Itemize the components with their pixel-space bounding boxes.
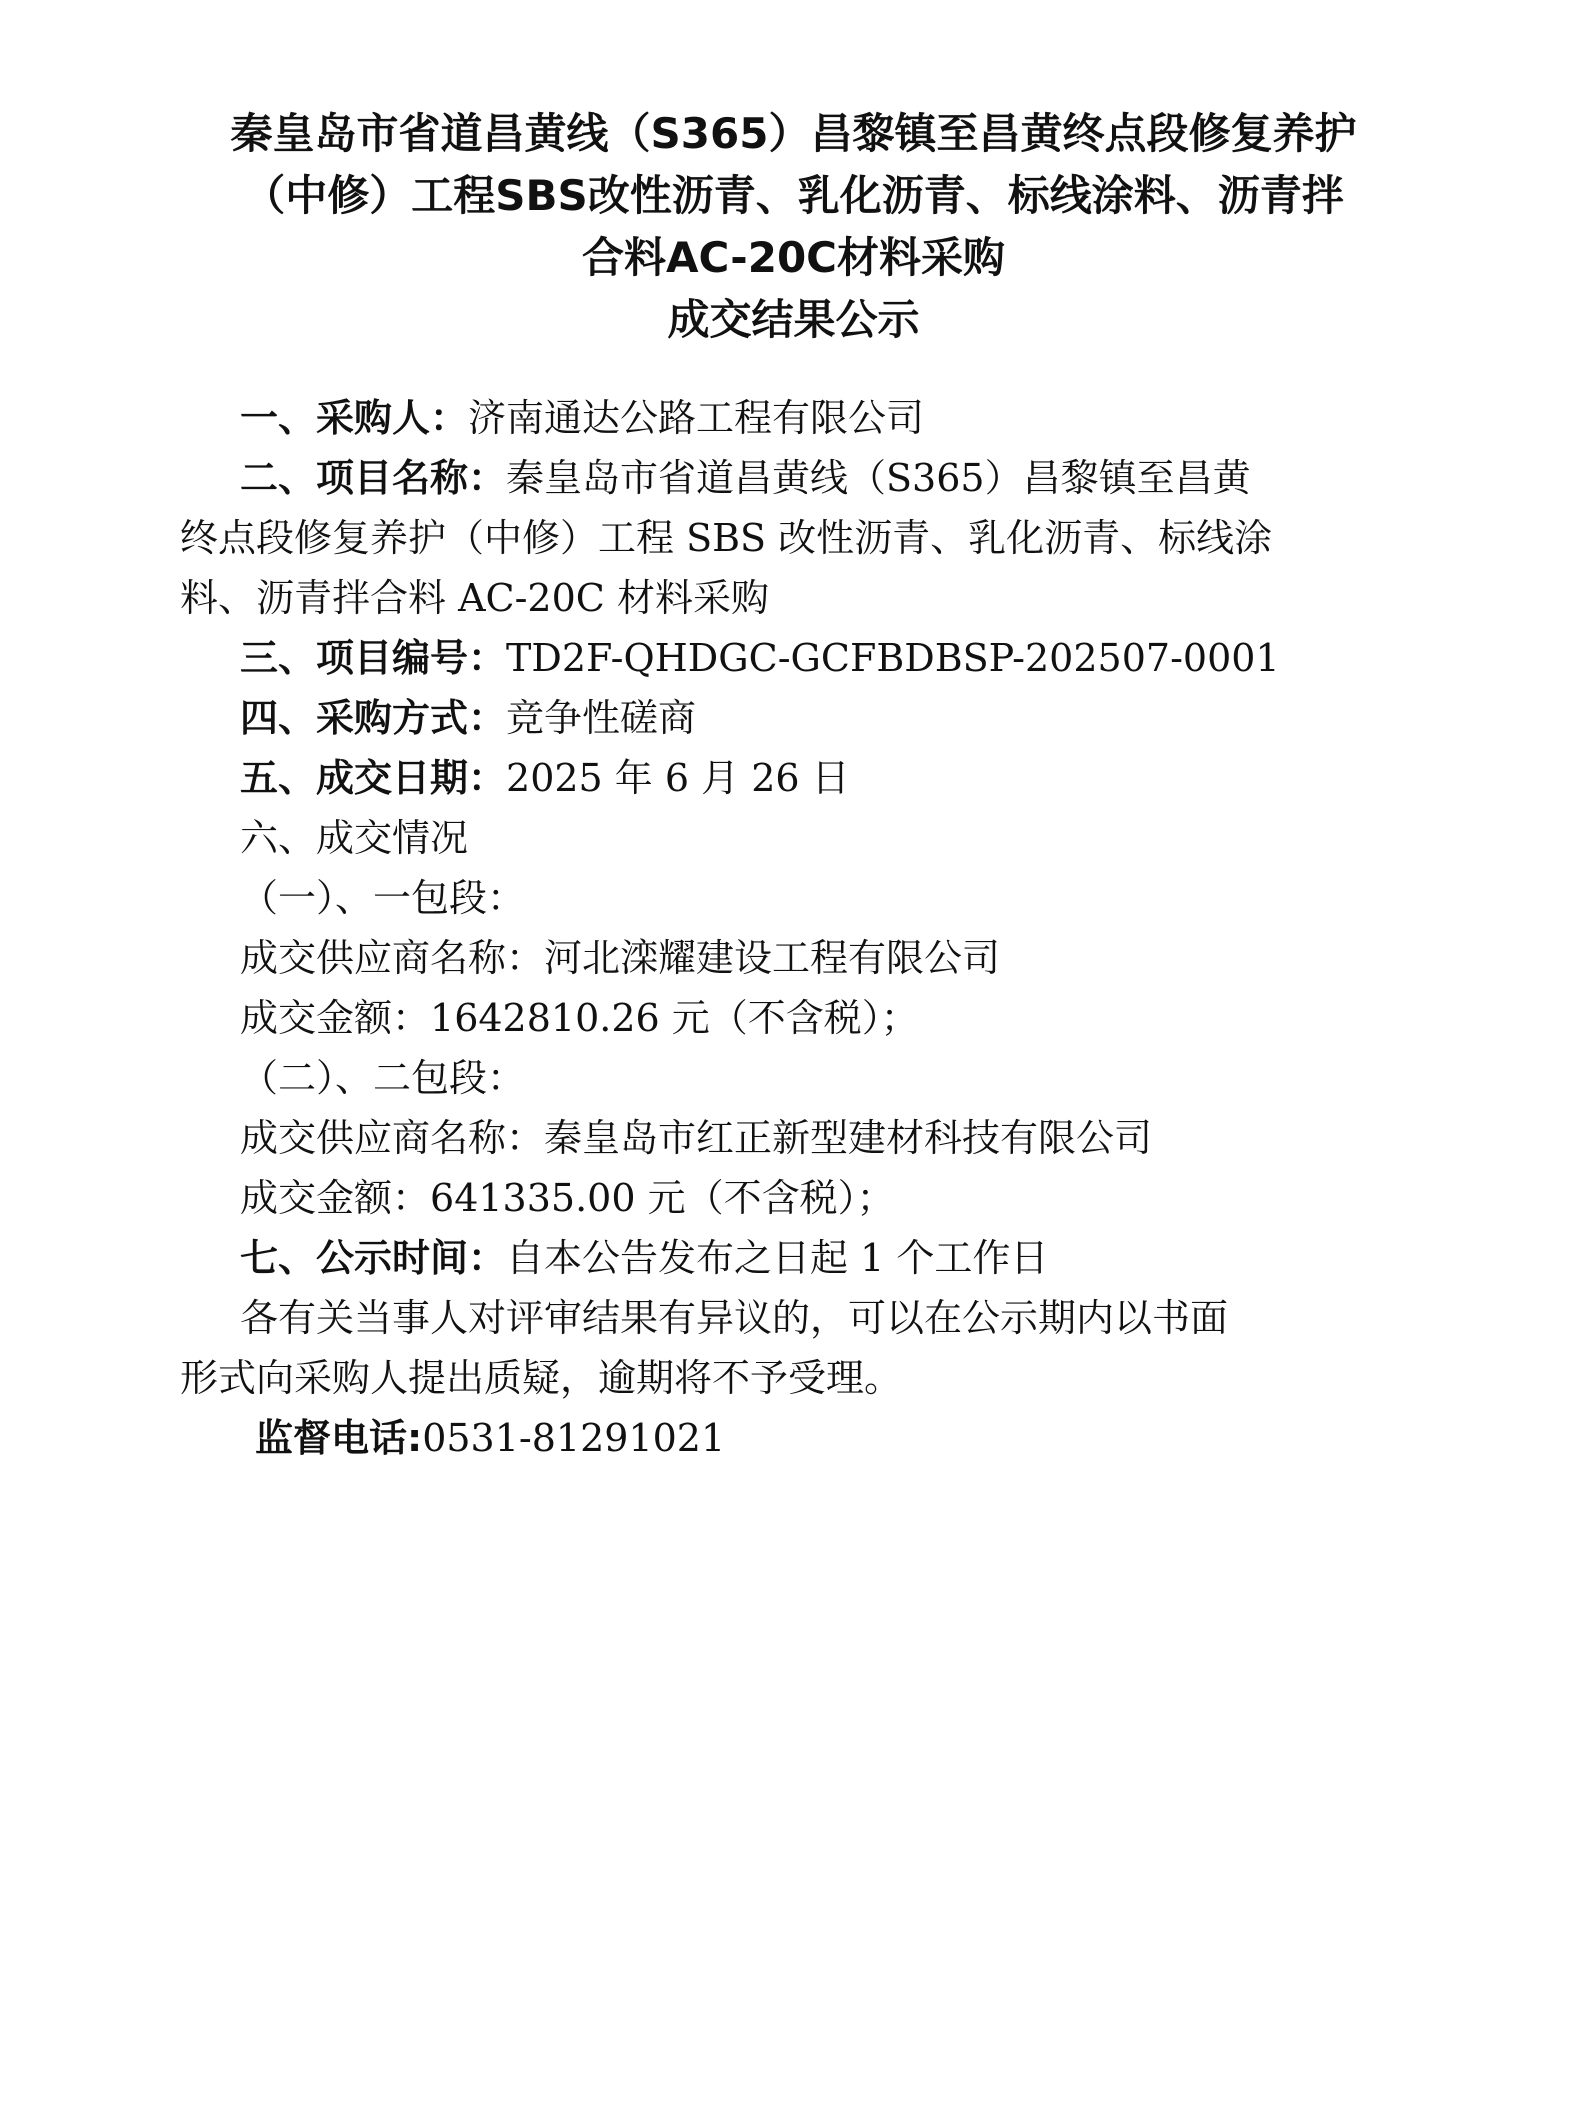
lot-1-amount-label: 成交金额：: [240, 996, 431, 1040]
purchaser-label: 一、采购人：: [240, 396, 469, 440]
objection-line-2: 形式向采购人提出质疑，逾期将不予受理。: [180, 1356, 903, 1400]
objection-line-1: 各有关当事人对评审结果有异议的，可以在公示期内以书面: [240, 1296, 1229, 1340]
project-name-line-3: 料、沥青拌合料 AC-20C 材料采购: [180, 576, 769, 620]
title-line-1: 秦皇岛市省道昌黄线（S365）昌黎镇至昌黄终点段修复养护: [230, 109, 1357, 158]
supervision-phone: 0531-81291021: [422, 1416, 726, 1460]
lot-1-heading: （一）、一包段：: [240, 876, 526, 920]
lot-1-amount-row: [240, 994, 919, 1042]
procurement-method-value: 竞争性磋商: [506, 696, 697, 740]
project-number-row: [240, 634, 1280, 682]
project-name-row: [240, 454, 1251, 502]
lot-1-supplier-row: [240, 934, 1000, 982]
purchaser-row: [240, 394, 924, 442]
procurement-method-row: [240, 694, 696, 742]
publicity-time-label: 七、公示时间：: [240, 1236, 507, 1280]
lot-2-amount-label: 成交金额：: [240, 1176, 431, 1220]
title-line-4: 成交结果公示: [667, 295, 920, 344]
purchaser-value: 济南通达公路工程有限公司: [468, 396, 925, 440]
lot-1-supplier: 河北滦耀建设工程有限公司: [544, 936, 1001, 980]
supervision-row: [255, 1414, 725, 1462]
deal-date-label: 五、成交日期：: [240, 756, 507, 800]
title-line-2: （中修）工程SBS改性沥青、乳化沥青、标线涂料、沥青拌: [243, 171, 1344, 220]
lot-2-amount-row: [240, 1174, 895, 1222]
deal-date-value: 2025 年 6 月 26 日: [506, 756, 850, 800]
procurement-method-label: 四、采购方式：: [240, 696, 507, 740]
lot-1-amount: 1642810.26 元（不含税）；: [430, 996, 919, 1040]
deal-date-row: [240, 754, 850, 802]
lot-2-amount: 641335.00 元（不含税）；: [430, 1176, 895, 1220]
lot-1-supplier-label: 成交供应商名称：: [240, 936, 545, 980]
publicity-time-value: 自本公告发布之日起 1 个工作日: [506, 1236, 1049, 1280]
publicity-time-row: [240, 1234, 1048, 1282]
lot-2-supplier: 秦皇岛市红正新型建材科技有限公司: [544, 1116, 1153, 1160]
lot-2-heading: （二）、二包段：: [240, 1056, 526, 1100]
project-name-label: 二、项目名称：: [240, 456, 507, 500]
project-name-line-2: 终点段修复养护（中修）工程 SBS 改性沥青、乳化沥青、标线涂: [180, 516, 1273, 560]
deal-situation-label: 六、成交情况: [240, 816, 469, 860]
project-name-line-1: 秦皇岛市省道昌黄线（S365）昌黎镇至昌黄: [506, 456, 1251, 500]
lot-2-supplier-row: [240, 1114, 1152, 1162]
title-line-3: 合料AC-20C材料采购: [582, 233, 1005, 282]
project-number-label: 三、项目编号：: [240, 636, 507, 680]
lot-2-supplier-label: 成交供应商名称：: [240, 1116, 545, 1160]
project-number-value: TD2F-QHDGC-GCFBDBSP-202507-0001: [506, 636, 1280, 680]
supervision-label: 监督电话:: [255, 1416, 423, 1460]
